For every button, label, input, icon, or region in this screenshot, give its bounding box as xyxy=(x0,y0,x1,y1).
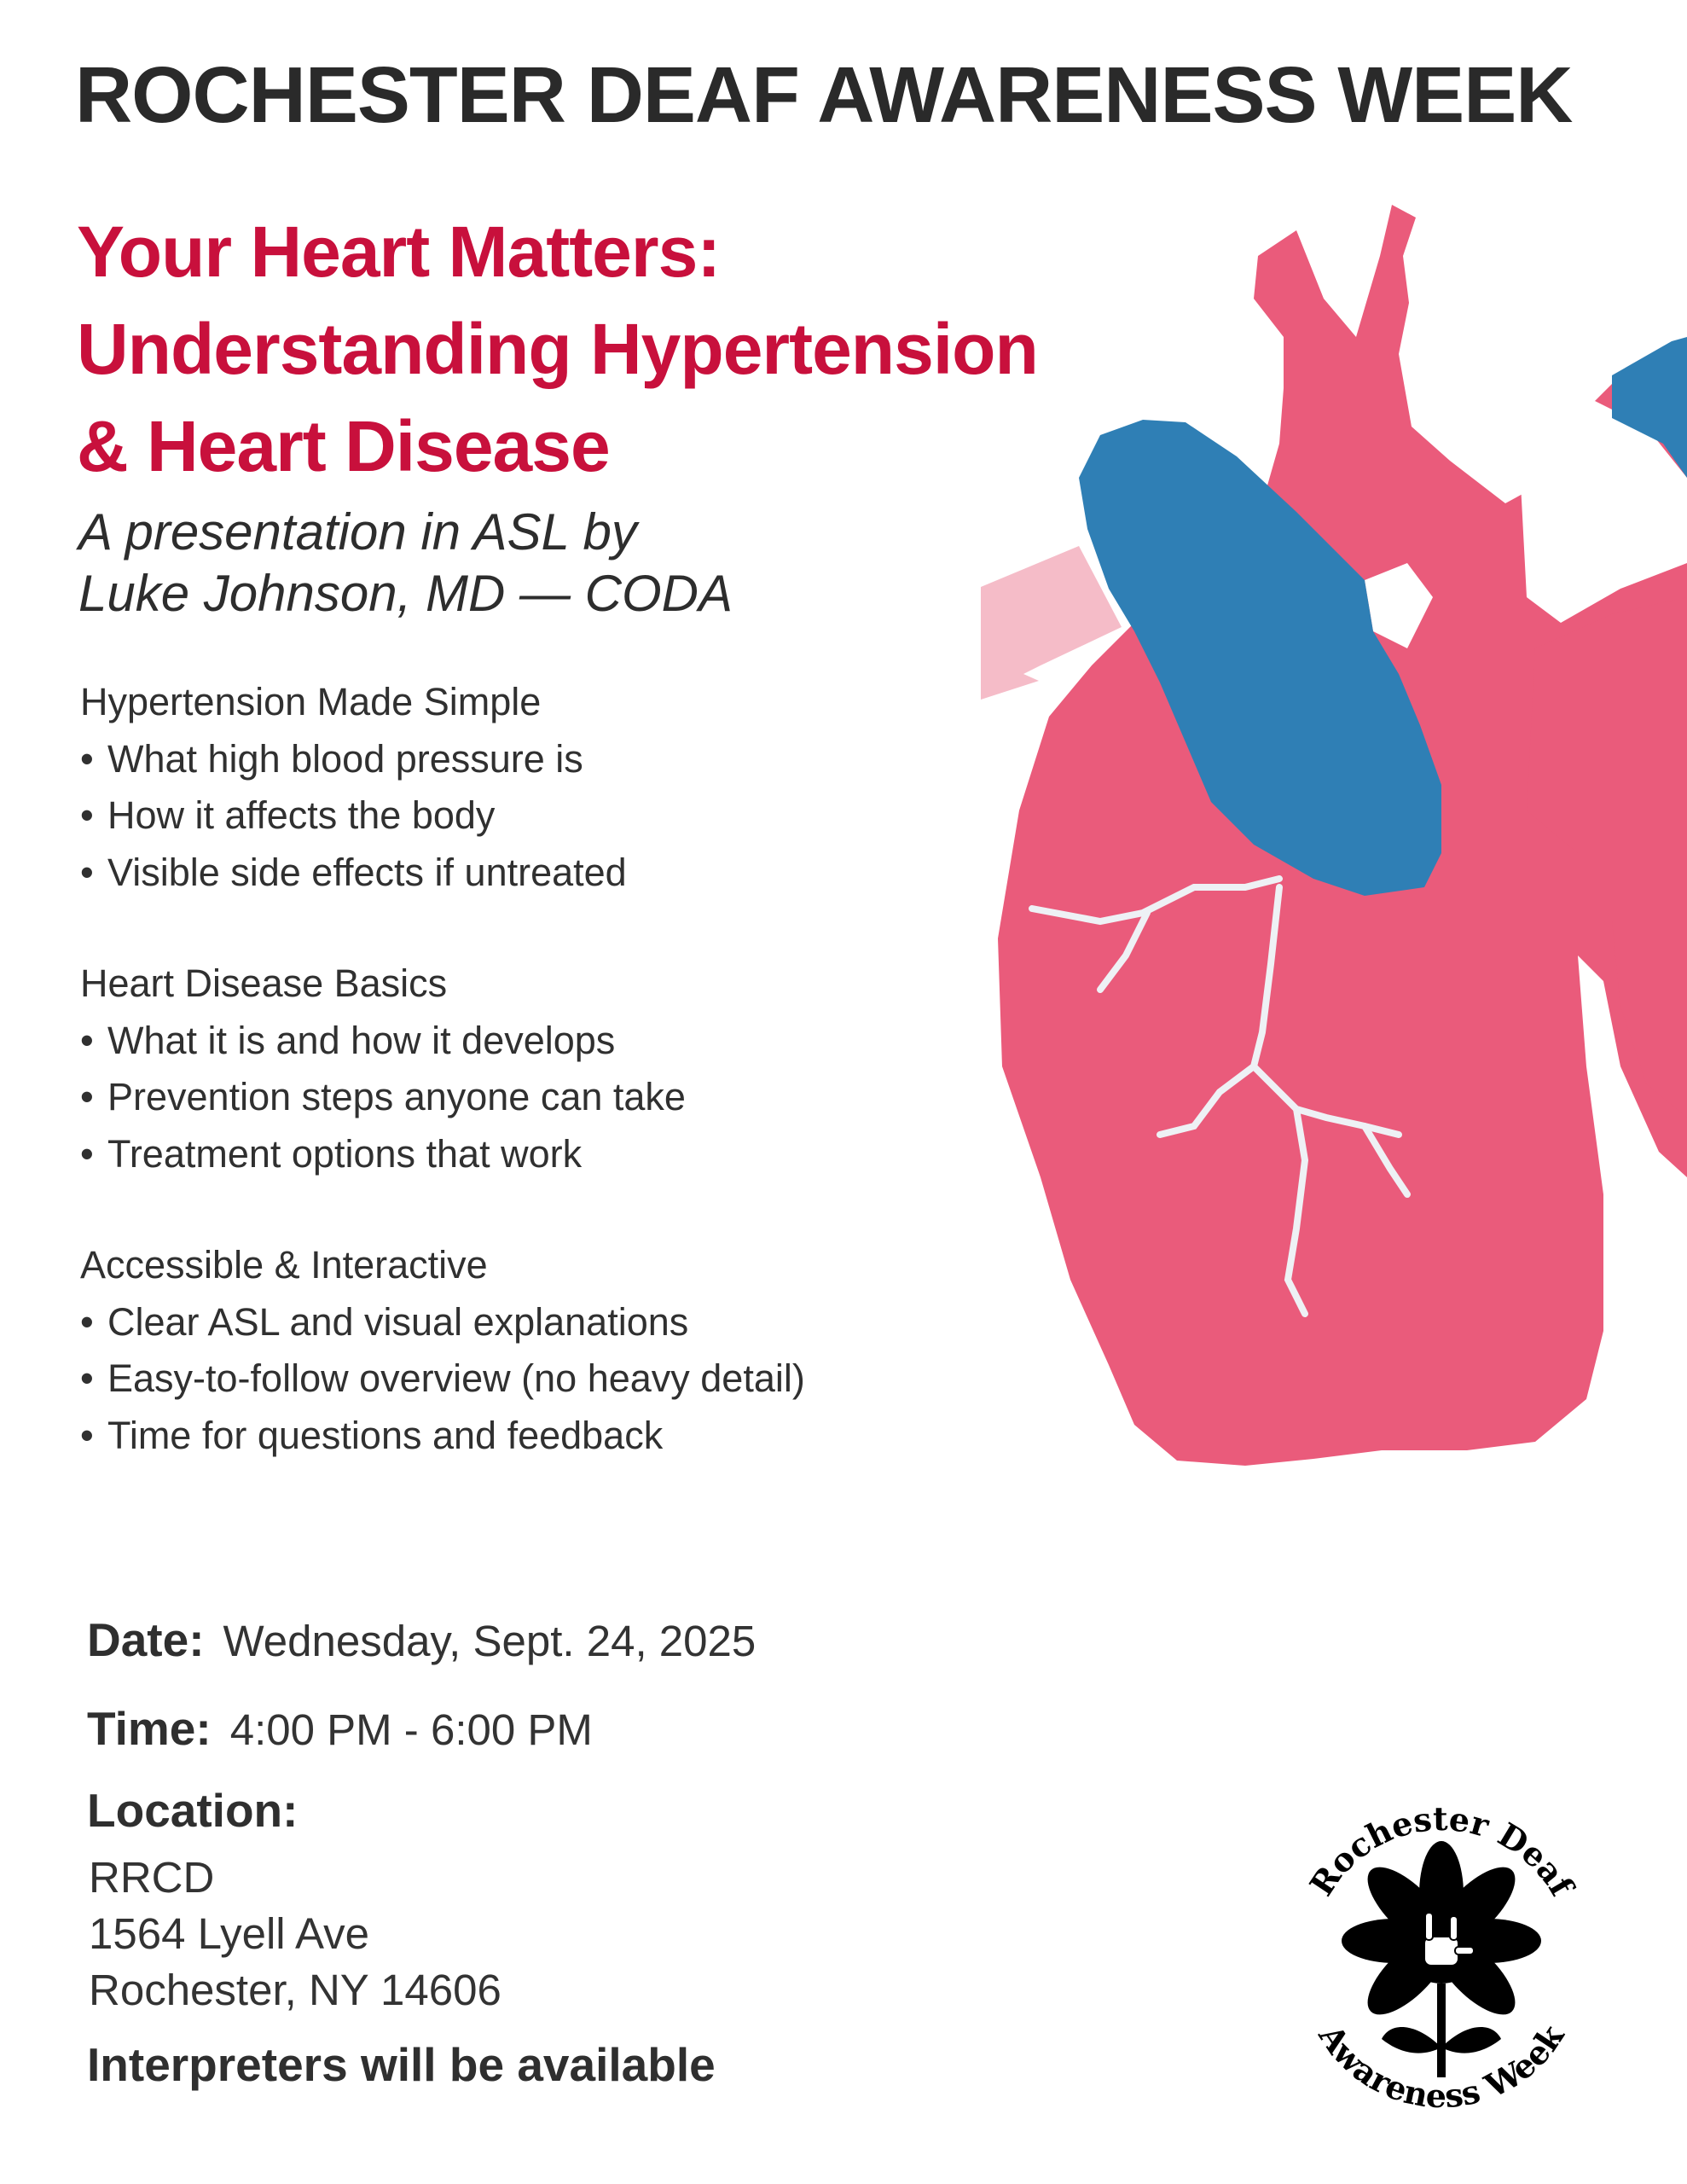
bullet-item: • Time for questions and feedback xyxy=(80,1413,664,1457)
heart-illustration xyxy=(964,196,1687,1493)
bullet-item: • Clear ASL and visual explanations xyxy=(80,1299,689,1344)
bullet-item: • Treatment options that work xyxy=(80,1131,583,1176)
presenter-subtitle xyxy=(78,502,1017,624)
time-value: 4:00 PM - 6:00 PM xyxy=(229,1705,593,1754)
date-value: Wednesday, Sept. 24, 2025 xyxy=(223,1617,757,1665)
bullet-item: • Prevention steps anyone can take xyxy=(80,1075,686,1118)
location-address xyxy=(89,1850,501,2018)
event-time xyxy=(87,1701,1025,1756)
bullet-item: • What it is and how it develops xyxy=(80,1018,616,1062)
time-label: Time: xyxy=(87,1702,212,1755)
address-line: 1564 Lyell Ave xyxy=(89,1909,369,1958)
bullet-item: • What high blood pressure is xyxy=(80,736,583,781)
rdaw-logo xyxy=(1254,1766,1629,2141)
section-hypertension xyxy=(80,674,1018,901)
event-series-header: ROCHESTER DEAF AWARENESS WEEK xyxy=(75,50,1573,139)
section-heart-disease xyxy=(80,956,1018,1182)
subtitle-line: A presentation in ASL by xyxy=(78,503,637,561)
section-accessible xyxy=(80,1237,1018,1464)
bullet-item: • Easy-to-follow overview (no heavy detail) xyxy=(80,1356,805,1400)
section-heading: Hypertension Made Simple xyxy=(80,680,542,723)
section-heading: Heart Disease Basics xyxy=(80,961,448,1005)
topic-sections xyxy=(80,674,1018,1519)
event-date xyxy=(87,1612,1025,1667)
subtitle-line: Luke Johnson, MD — CODA xyxy=(78,565,733,622)
section-heading: Accessible & Interactive xyxy=(80,1243,488,1287)
title-line: & Heart Disease xyxy=(77,406,610,486)
logo-bottom-text: Awareness Week xyxy=(1311,2018,1572,2116)
address-line: Rochester, NY 14606 xyxy=(89,1966,501,2014)
title-line: Understanding Hypertension xyxy=(77,309,1038,389)
logo-top-text: Rochester Deaf xyxy=(1301,1798,1582,1903)
bullet-item: • Visible side effects if untreated xyxy=(80,850,627,894)
bullet-item: • How it affects the body xyxy=(80,793,496,837)
title-line: Your Heart Matters: xyxy=(77,212,721,292)
location-label: Location: xyxy=(87,1784,299,1837)
address-line: RRCD xyxy=(89,1853,215,1902)
date-label: Date: xyxy=(87,1613,205,1666)
interpreters-note: Interpreters will be available xyxy=(87,2038,716,2091)
